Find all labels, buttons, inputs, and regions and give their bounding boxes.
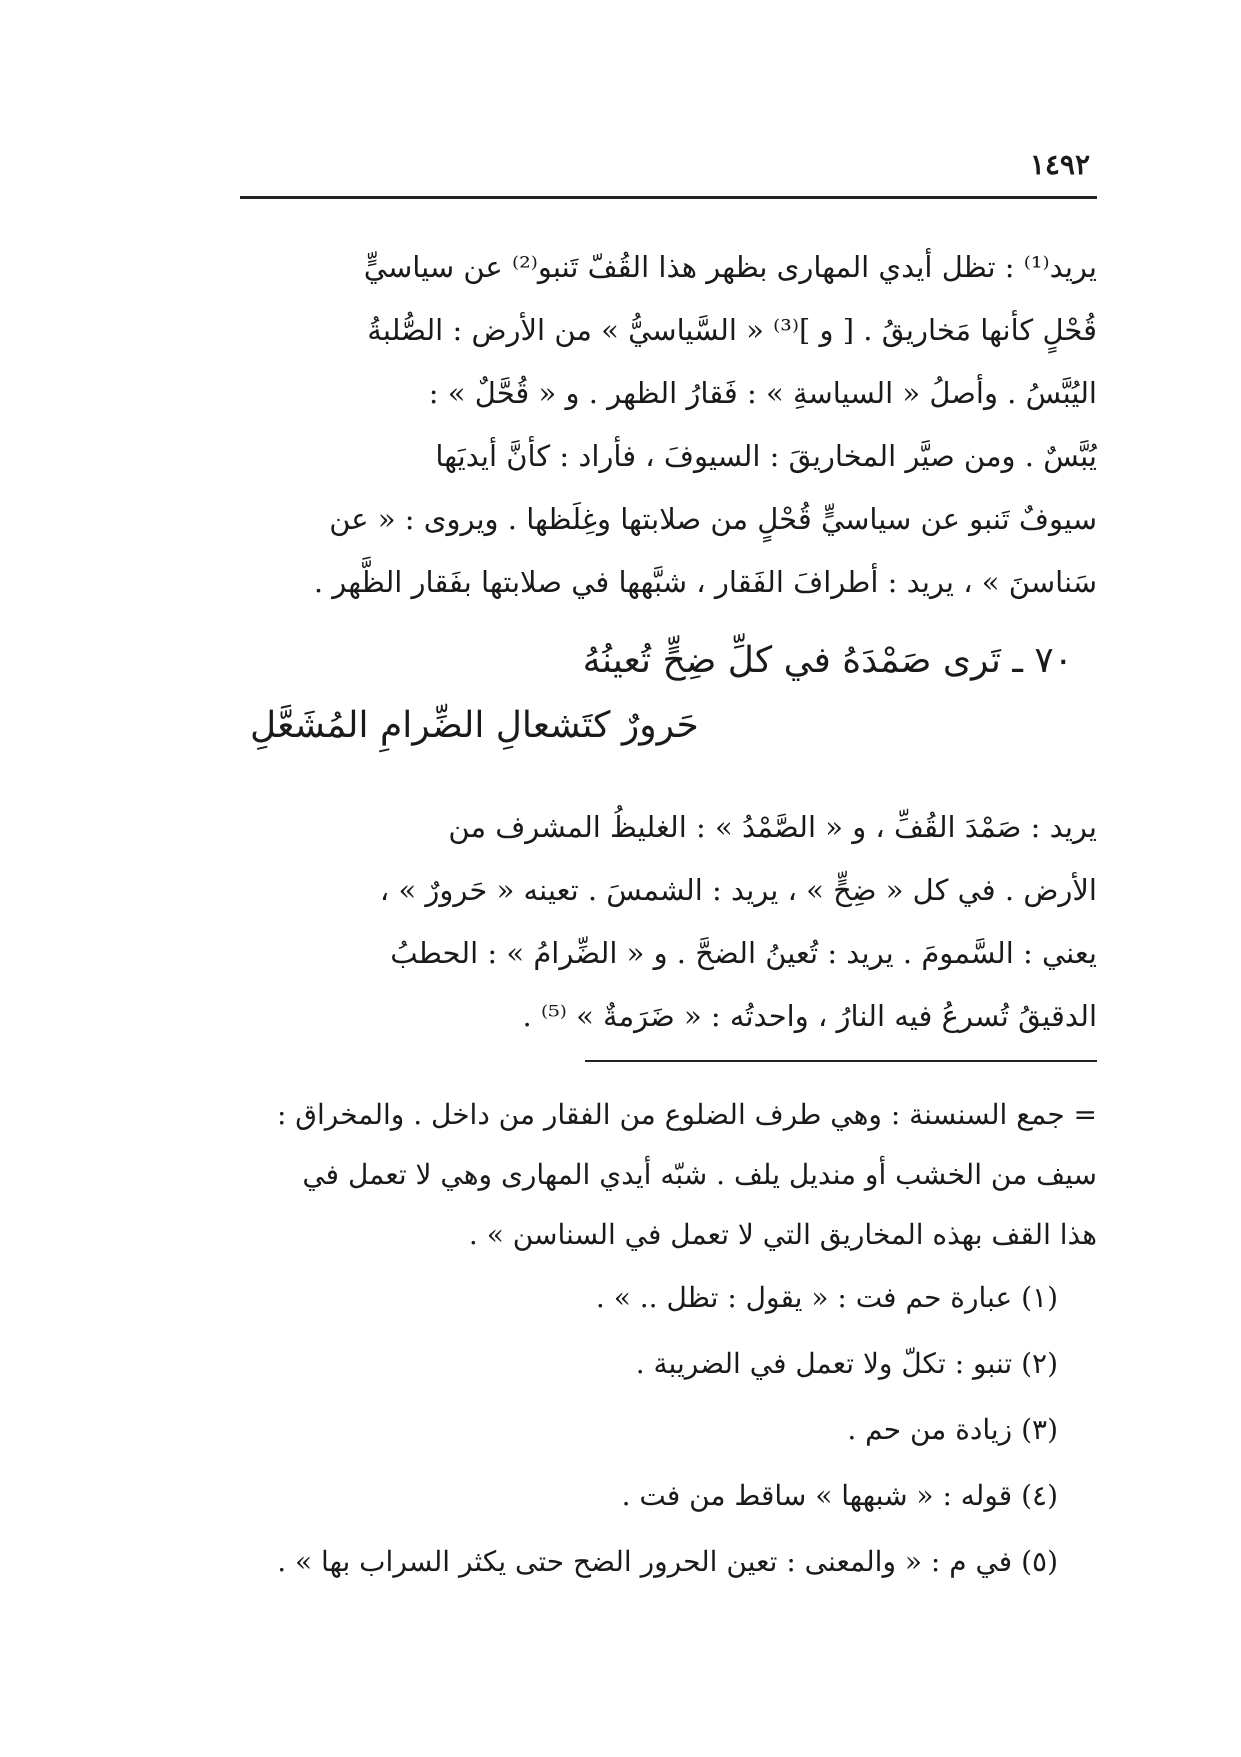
footnote-5: (٥) في م : « والمعنى : تعين الحرور الضح حتى يكثر السراب بها » . bbox=[277, 1545, 1058, 1578]
commentary-paragraph-1 bbox=[250, 236, 1097, 614]
continued-footnote bbox=[250, 1085, 1097, 1265]
verse-second-hemistich: حَرورٌ كتَشعالِ الضِّرامِ المُشَعَّلِ bbox=[250, 705, 699, 746]
footnote-1: (١) عبارة حم فت : « يقول : تظل .. » . bbox=[595, 1281, 1058, 1314]
text-line: سيوفٌ تَنبو عن سياسيٍّ قُحْلٍ من صلابتها وغِلَظها . ويروى : « عن bbox=[329, 502, 1097, 536]
footnote-4: (٤) قوله : « شبهها » ساقط من فت . bbox=[621, 1479, 1058, 1512]
verse-first-hemistich: ٧٠ ـ تَرى صَمْدَهُ في كلِّ ضِحٍّ تُعينُهُ bbox=[582, 640, 1073, 681]
text-line: قُحْلٍ كأنها مَخاريقُ . [ و ]⁽³⁾ « السَّياسيُّ » من الأرض : الصُّلبةُ bbox=[367, 313, 1097, 347]
footnote-2: (٢) تنبو : تكلّ ولا تعمل في الضريبة . bbox=[635, 1347, 1058, 1380]
text-line: الأرض . في كل « ضِحٍّ » ، يريد : الشمسَ . تعينه « حَرورٌ » ، bbox=[379, 873, 1097, 907]
text-line: يعني : السَّمومَ . يريد : تُعينُ الضحَّ . و « الضِّرامُ » : الحطبُ bbox=[390, 936, 1097, 970]
header-rule bbox=[240, 196, 1097, 199]
footnotes-list bbox=[250, 1268, 1058, 1598]
footnote-rule bbox=[585, 1060, 1097, 1062]
text-line: يريد : صَمْدَ القُفِّ ، و « الصَّمْدُ » : الغليظُ المشرف من bbox=[448, 810, 1097, 844]
text-line: يريد⁽¹⁾ : تظل أيدي المهارى بظهر هذا القُفّ تَنبو⁽²⁾ عن سياسيٍّ bbox=[363, 250, 1097, 284]
text-line: يُبَّسٌ . ومن صيَّر المخاريقَ : السيوفَ ، فأراد : كأنَّ أيديَها bbox=[435, 439, 1097, 473]
footnote-3: (٣) زيادة من حم . bbox=[847, 1413, 1058, 1446]
text-line: اليُبَّسُ . وأصلُ « السياسةِ » : فَقارُ الظهر . و « قُحَّلٌ » : bbox=[428, 376, 1097, 410]
page-number: ١٤٩٢ bbox=[1029, 148, 1090, 181]
note-line: = جمع السنسنة : وهي طرف الضلوع من الفقار من داخل . والمخراق : bbox=[276, 1098, 1097, 1131]
text-line: الدقيقُ تُسرعُ فيه النارُ ، واحدتُه : « ضَرَمةٌ » ⁽⁵⁾ . bbox=[522, 999, 1097, 1033]
note-line: سيف من الخشب أو منديل يلف . شبّه أيدي المهارى وهي لا تعمل في bbox=[302, 1158, 1097, 1191]
text-line: سَناسنَ » ، يريد : أطرافَ الفَقار ، شبَّهها في صلابتها بفَقار الظَّهر . bbox=[313, 565, 1097, 599]
commentary-paragraph-2 bbox=[250, 796, 1097, 1048]
note-line: هذا القف بهذه المخاريق التي لا تعمل في السناسن » . bbox=[468, 1218, 1097, 1251]
